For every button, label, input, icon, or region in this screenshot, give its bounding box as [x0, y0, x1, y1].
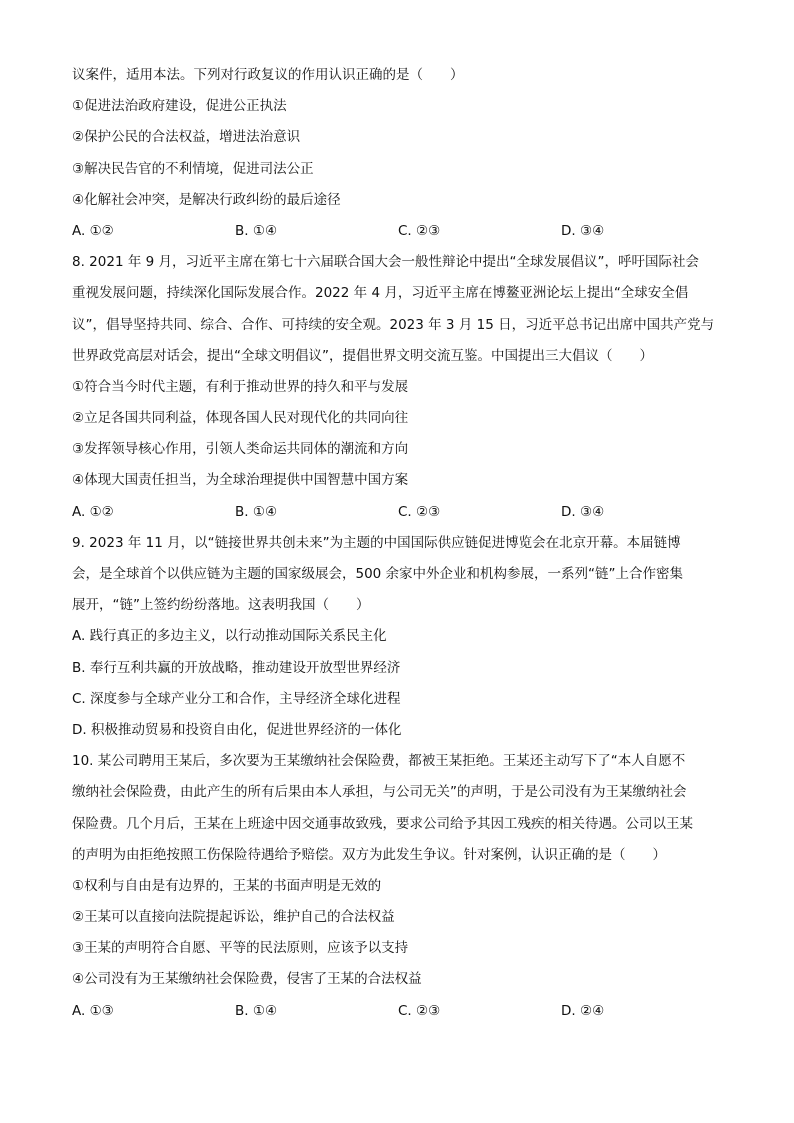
statement-item: ①符合当今时代主题，有利于推动世界的持久和平与发展: [72, 378, 409, 395]
question-9: [72, 532, 724, 750]
question-stem-line: 9. 2023 年 11 月，以“链接世界共创未来”为主题的中国国际供应链促进博览会在北京开幕。本届链博: [72, 534, 681, 551]
question-8: [72, 251, 724, 532]
statement-item: ④公司没有为王某缴纳社会保险费，侵害了王某的合法权益: [72, 971, 422, 988]
option-d: D. 积极推动贸易和投资自由化，促进世界经济的一体化: [72, 721, 402, 738]
option-d: D. ②④: [561, 1002, 605, 1019]
question-stem-line: 缴纳社会保险费，由此产生的所有后果由本人承担，与公司无关”的声明，于是公司没有为王某缴纳社会: [72, 784, 687, 801]
question-stem-line: 10. 某公司聘用王某后，多次要为王某缴纳社会保险费，都被王某拒绝。王某还主动写下了“本人自愿不: [72, 753, 686, 770]
statement-item: ②立足各国共同利益，体现各国人民对现代化的共同向往: [72, 410, 409, 427]
option-b: B. ①④: [235, 222, 278, 239]
question-stem-line: 展开，“链”上签约纷纷落地。这表明我国（ ）: [72, 597, 370, 614]
statement-item: ④体现大国责任担当，为全球治理提供中国智慧中国方案: [72, 472, 409, 489]
option-c: C. ②③: [398, 1002, 441, 1019]
statement-item: ①促进法治政府建设，促进公正执法: [72, 98, 287, 115]
statement-item: ③发挥领导核心作用，引领人类命运共同体的潮流和方向: [72, 441, 409, 458]
statement-item: ③解决民告官的不利情境，促进司法公正: [72, 160, 314, 177]
option-c: C. ②③: [398, 503, 441, 520]
question-stem-line: 保险费。几个月后，王某在上班途中因交通事故致残，要求公司给予其因工残疾的相关待遇。公司以王某: [72, 815, 693, 832]
statement-item: ③王某的声明符合自愿、平等的民法原则，应该予以支持: [72, 940, 409, 957]
question-7: [72, 64, 724, 251]
exam-page: [72, 64, 724, 1031]
option-a: A. 践行真正的多边主义，以行动推动国际关系民主化: [72, 628, 387, 645]
statement-item: ④化解社会冲突，是解决行政纠纷的最后途径: [72, 191, 341, 208]
option-b: B. 奉行互利共赢的开放战略，推动建设开放型世界经济: [72, 659, 401, 676]
question-stem-line: 会，是全球首个以供应链为主题的国家级展会，500 余家中外企业和机构参展，一系列“链”上合作密集: [72, 566, 684, 582]
option-d: D. ③④: [561, 503, 605, 520]
answer-options: [72, 1000, 724, 1031]
option-c: C. 深度参与全球产业分工和合作，主导经济全球化进程: [72, 690, 401, 707]
option-c: C. ②③: [398, 222, 441, 239]
option-a: A. ①②: [72, 503, 114, 520]
question-10: [72, 750, 724, 1031]
question-stem-line: 议”，倡导坚持共同、综合、合作、可持续的安全观。2023 年 3 月 15 日，习近平总书记出席中国共产党与: [72, 316, 715, 333]
question-stem-line: 8. 2021 年 9 月，习近平主席在第七十六届联合国大会一般性辩论中提出“全球发展倡议”，呼吁国际社会: [72, 254, 699, 271]
statement-item: ②保护公民的合法权益，增进法治意识: [72, 129, 301, 146]
option-b: B. ①④: [235, 503, 278, 520]
statement-item: ②王某可以直接向法院提起诉讼，维护自己的合法权益: [72, 909, 395, 926]
option-d: D. ③④: [561, 222, 605, 239]
answer-options: [72, 220, 724, 251]
question-stem-line: 世界政党高层对话会，提出“全球文明倡议”，提倡世界文明交流互鉴。中国提出三大倡议（ ）: [72, 347, 653, 364]
option-a: A. ①③: [72, 1002, 114, 1019]
question-stem: 议案件，适用本法。下列对行政复议的作用认识正确的是（ ）: [72, 67, 464, 83]
statement-item: ①权利与自由是有边界的，王某的书面声明是无效的: [72, 877, 382, 894]
option-b: B. ①④: [235, 1002, 278, 1019]
option-a: A. ①②: [72, 222, 114, 239]
answer-options: [72, 501, 724, 532]
question-stem-line: 的声明为由拒绝按照工伤保险待遇给予赔偿。双方为此发生争议。针对案例，认识正确的是（ ）: [72, 846, 666, 863]
question-stem-line: 重视发展问题，持续深化国际发展合作。2022 年 4 月，习近平主席在博鳌亚洲论坛上提出“全球安全倡: [72, 285, 689, 302]
